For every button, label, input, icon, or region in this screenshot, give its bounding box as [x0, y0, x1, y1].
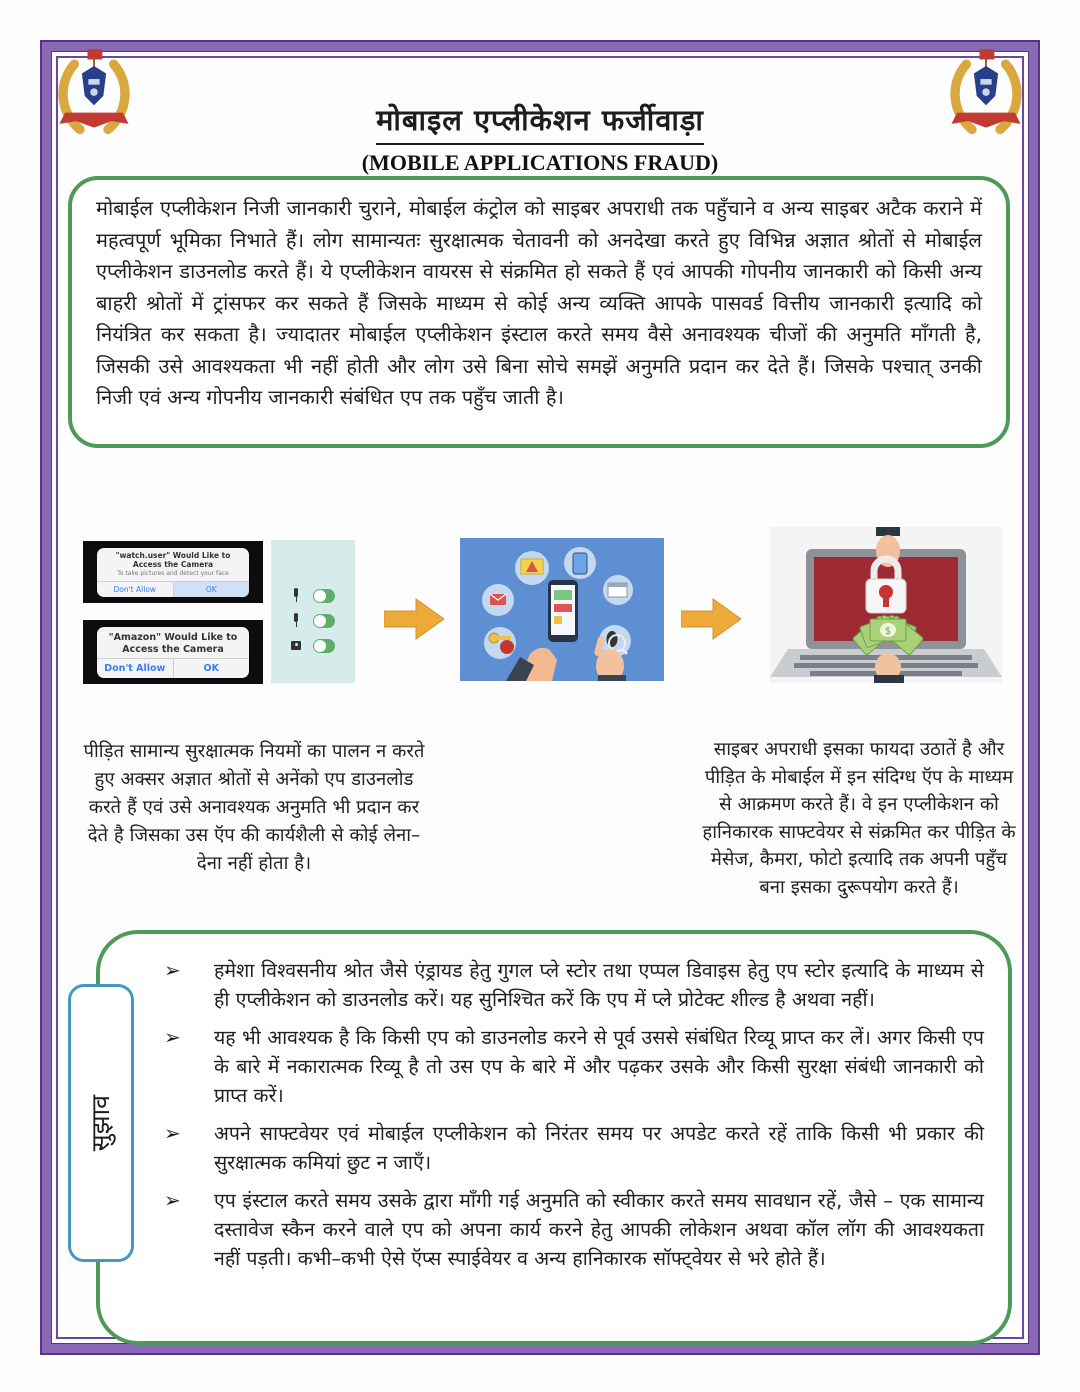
malicious-apps-illustration — [460, 538, 664, 681]
browser-window-icon — [603, 575, 633, 605]
permission-toggles-panel — [271, 540, 355, 683]
toggle-row — [271, 638, 355, 654]
ok-button: OK — [173, 659, 250, 678]
dialog-buttons — [97, 658, 249, 678]
suggestion-item — [140, 956, 984, 1014]
suggestion-text: एप इंस्टाल करते समय उसके द्वारा माँगी गई अनुमति को स्वीकार करते समय सावधान रहें, जैसे – एक सामान्य दस्तावेज स्कैन करने वाले एप को अपना कार्य करने हेतु आपकी लोकेशन अथवा कॉल लॉग की आवश्यकता नहीं पड़ती। कभी–कभी ऐसे ऍप्स स्पाईवेयर व अन्य हानिकारक सॉफ्ट्वेयर से भरे होते हैं। — [214, 1189, 984, 1270]
dialog-buttons — [97, 581, 249, 597]
page-title-english: (MOBILE APPLICATIONS FRAUD) — [361, 150, 719, 175]
dollar-sign: $ — [884, 626, 892, 637]
camera-permission-screenshot-2 — [83, 620, 263, 684]
caption-attacker-behavior: साइबर अपराधी इसका फायदा उठातें है और पीड़ित के मोबाईल में इन संदिग्ध ऍप के माध्यम से आक्रमण करते हैं। वे इन एप्लीकेशन को हानिकारक साफ्टवेयर से संक्रमित कर पीड़ित के मेसेज, कैमरा, फोटो इत्यादि तक अपनी पहुँच बना इसका दुरूपयोग करते हैं। — [702, 739, 1016, 898]
suggestion-item — [140, 1119, 984, 1177]
header — [0, 100, 1080, 176]
suggestion-text: हमेशा विश्वसनीय श्रोत जैसे एंड्रायड हेतु गुगल प्ले स्टोर तथा एप्पल डिवाइस हेतु एप स्टोर इत्यादि के माध्यम से ही एप्लीकेशन को डाउनलोड करें। यह सुनिश्चित करें कि एप में प्ले प्रोटेक्ट शील्ड है अथवा नहीं। — [214, 959, 984, 1011]
dont-allow-button: Don't Allow — [113, 584, 157, 594]
right-arrow-icon — [681, 596, 741, 642]
dialog-subtitle: To take pictures and detect your face — [117, 569, 229, 577]
ok-button: OK — [173, 582, 250, 597]
toggle-switch-on — [313, 589, 335, 603]
intro-paragraph: मोबाईल एप्लीकेशन निजी जानकारी चुराने, मोबाईल कंट्रोल को साइबर अपराधी तक पहुँचाने व अन्य साइबर अटैक कराने में महत्वपूर्ण भूमिका निभाते हैं। लोग सामान्यतः सुरक्षात्मक चेतावनी को अनदेखा करते हुए विभिन्न अज्ञात श्रोतों से मोबाईल एप्लीकेशन डाउनलोड करते हैं। ये एप्लीकेशन वायरस से संक्रमित हो सकते हैं एवं आपकी गोपनीय जानकारी को किसी अन्य बाहरी श्रोतों में ट्रांसफर कर सकते हैं जिसके माध्यम से कोई अन्य व्यक्ति आपके पासवर्ड वित्तीय जानकारी इत्यादि को नियंत्रित कर सकता है। ज्यादातर मोबाईल एप्लीकेशन इंस्टाल करते समय वैसे अनावश्यक चीजों की अनुमति माँगती है, जिसकी उसे आवश्यकता भी नहीं होती और लोग उसे बिना सोचे समझें अनुमति प्रदान कर देते हैं। जिसके पश्चात् उनकी निजी एवं अन्य गोपनीय जानकारी संबंधित एप तक पहुँच जाती है। — [96, 196, 982, 409]
toggle-switch-on — [313, 639, 335, 653]
warning-screen-icon — [515, 551, 549, 585]
permission-dialog — [97, 548, 249, 597]
suggestion-item — [140, 1023, 984, 1110]
toggle-switch-on — [313, 614, 335, 628]
microphone-icon — [291, 588, 301, 604]
toggle-row — [271, 588, 355, 604]
suggestions-box — [96, 930, 1012, 1345]
suggestion-text: अपने साफ्टवेयर एवं मोबाईल एप्लीकेशन को निरंतर समय पर अपडेट करते रहें ताकि किसी भी प्रकार की सुरक्षात्मक कमियां छुट न जाएँ। — [214, 1122, 984, 1174]
suggestions-label: सुझाव — [86, 1094, 115, 1152]
dialog-title: "watch.user" Would Like to Access the Camera — [115, 550, 231, 569]
camera-icon — [291, 638, 301, 654]
microphone-icon — [291, 613, 301, 629]
intro-text-box — [68, 176, 1010, 448]
bullet-arrow-icon: ➢ — [164, 1188, 181, 1212]
right-arrow-icon — [384, 596, 444, 642]
bullet-arrow-icon: ➢ — [164, 1025, 181, 1049]
dialog-title: "Amazon" Would Like to Access the Camera — [108, 631, 238, 655]
ransomware-money-illustration — [770, 527, 1002, 683]
suggestion-text: यह भी आवश्यक है कि किसी एप को डाउनलोड करने से पूर्व उससे संबंधित रिव्यू प्राप्त कर लें। अगर किसी एप के बारे में नकारात्मक रिव्यू है तो उस एप के बारे में और पढ़कर उसके और किसी सुरक्षा संबंधी जानकारी को प्राप्त करें। — [214, 1026, 984, 1107]
suggestion-item — [140, 1186, 984, 1273]
dont-allow-button: Don't Allow — [104, 662, 166, 674]
page-title-hindi: मोबाइल एप्लीकेशन फर्जीवाड़ा — [376, 100, 704, 145]
key-icon — [484, 627, 516, 659]
mail-icon — [482, 584, 514, 616]
bullet-arrow-icon: ➢ — [164, 958, 181, 982]
caption-victim-behavior: पीड़ित सामान्य सुरक्षात्मक नियमों का पालन न करते हुए अक्सर अज्ञात श्रोतों से अनेंको एप डाउनलोड करते हैं एवं उसे अनावश्यक अनुमति भी प्रदान कर देते है जिसका उस ऍप की कार्यशैली से कोई लेना–देना नहीं होता है। — [83, 741, 425, 874]
bullet-arrow-icon: ➢ — [164, 1121, 181, 1145]
permission-dialog — [97, 627, 249, 678]
phone-icon — [564, 547, 596, 579]
camera-permission-screenshot-1 — [83, 541, 263, 603]
toggle-row — [271, 613, 355, 629]
suggestions-label-box — [68, 984, 134, 1262]
